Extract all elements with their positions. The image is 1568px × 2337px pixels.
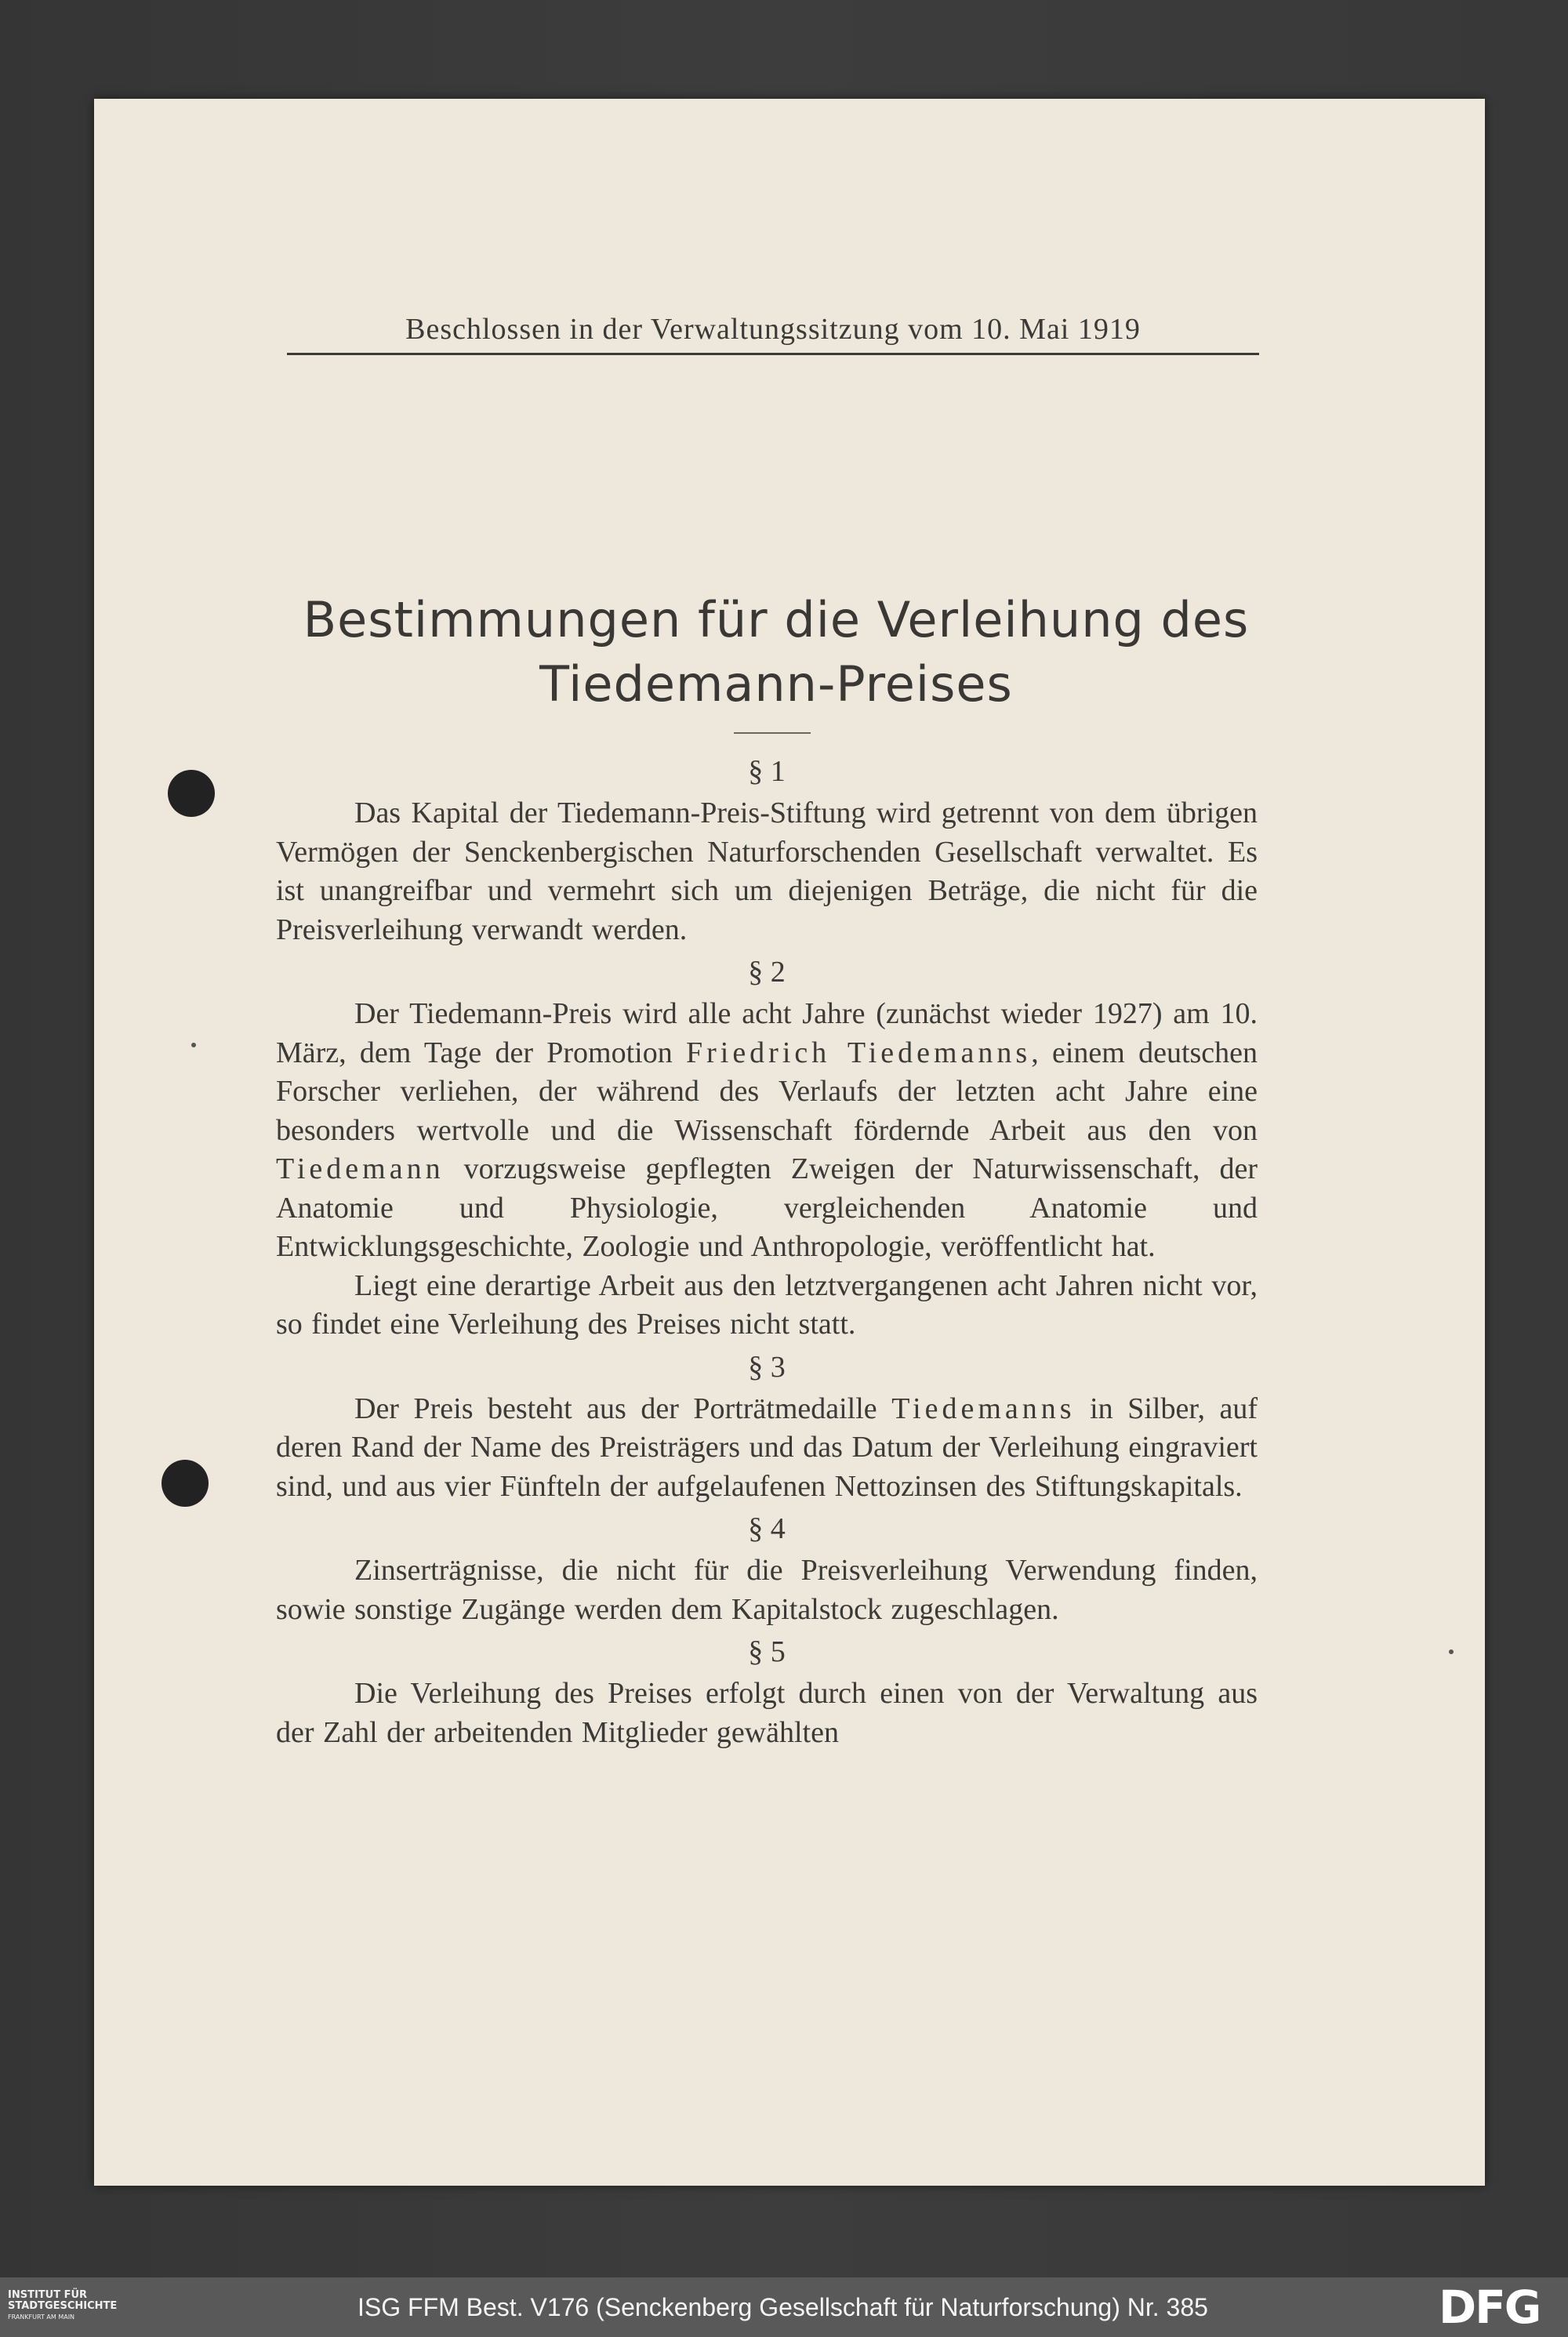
section-4-paragraph: Zinserträgnisse, die nicht für die Preisverleihung Verwendung finden, sowie sonstige Zugänge werden dem Kapitalstock zugeschlagen. [276,1554,1258,1626]
paper-speck [191,1043,196,1047]
section-3-text-b: in Silber, auf deren Rand der Name des Preisträgers und das Datum der Verleihung eingraviert sind, und aus vier Fünfteln der aufgelaufenen Nettozinsen des Stiftungskapitals. [276,1392,1258,1503]
section-2-text-a: Der Tiedemann-Preis wird alle acht Jahre (zunächst wieder 1927) am 10. März, dem Tage der Promotion [276,997,1258,1069]
section-heading-2: § 2 [748,956,786,989]
section-2-name-2: Tiedemann [276,1152,445,1185]
isg-logo-line-1: INSTITUT FÜR [8,2289,88,2301]
punch-hole-top [168,770,215,817]
title-line-2: Tiedemann-Preises [539,655,1013,713]
dfg-logo: DFG [1439,2281,1541,2334]
title-line-1: Bestimmungen für die Verleihung des [303,591,1250,648]
archive-footer-bar [0,2277,1568,2337]
section-heading-1: § 1 [748,755,786,788]
section-2-text-c: vorzugsweise gepflegten Zweigen der Naturwissenschaft, der Anatomie und Physiologie, vergleichenden Anatomie und Entwicklungsgeschichte, Zoologie und Anthropologie, veröffentlicht hat. [276,1152,1258,1263]
section-5-paragraph: Die Verleihung des Preises erfolgt durch einen von der Verwaltung aus der Zahl der arbeitenden Mitglieder gewählten [276,1677,1258,1749]
section-2-paragraph-1 [276,995,1258,1267]
archive-caption: ISG FFM Best. V176 (Senckenberg Gesellschaft für Naturforschung) Nr. 385 [358,2293,1208,2321]
document-title [220,588,1333,717]
section-2-paragraph-2: Liegt eine derartige Arbeit aus den letztvergangenen acht Jahren nicht vor, so findet eine Verleihung des Preises nicht statt. [276,1268,1258,1341]
isg-logo [8,2290,149,2323]
section-3-text-a: Der Preis besteht aus der Porträtmedaille [354,1392,892,1425]
section-3-paragraph [276,1390,1258,1507]
isg-logo-line-3: FRANKFURT AM MAIN [8,2313,75,2321]
section-heading-3: § 3 [748,1350,786,1384]
section-heading-4: § 4 [748,1512,786,1545]
section-1-paragraph: Das Kapital der Tiedemann-Preis-Stiftung wird getrennt von dem übrigen Vermögen der Senckenbergischen Naturforschenden Gesellschaft verwaltet. Es ist unangreifbar und vermehrt sich um diejenigen Beträge, die nicht für die Preisverleihung verwandt werden. [276,797,1258,946]
section-heading-5: § 5 [748,1635,786,1668]
resolution-header: Beschlossen in der Verwaltungssitzung vom 10. Mai 1919 [287,312,1259,355]
isg-logo-line-2: STADTGESCHICHTE [8,2300,118,2312]
document-body [276,749,1258,1752]
paper-speck [1449,1649,1454,1654]
section-3-name: Tiedemanns [891,1392,1076,1425]
section-2-name-1: Friedrich Tiedemanns [685,1036,1032,1069]
title-divider [734,732,811,734]
section-2-text-b: , einem deutschen Forscher verliehen, der während des Verlaufs der letzten acht Jahre eine besonders wertvolle und die Wissenschaft fördernde Arbeit aus den von [276,1036,1258,1147]
punch-hole-bottom [162,1460,209,1507]
